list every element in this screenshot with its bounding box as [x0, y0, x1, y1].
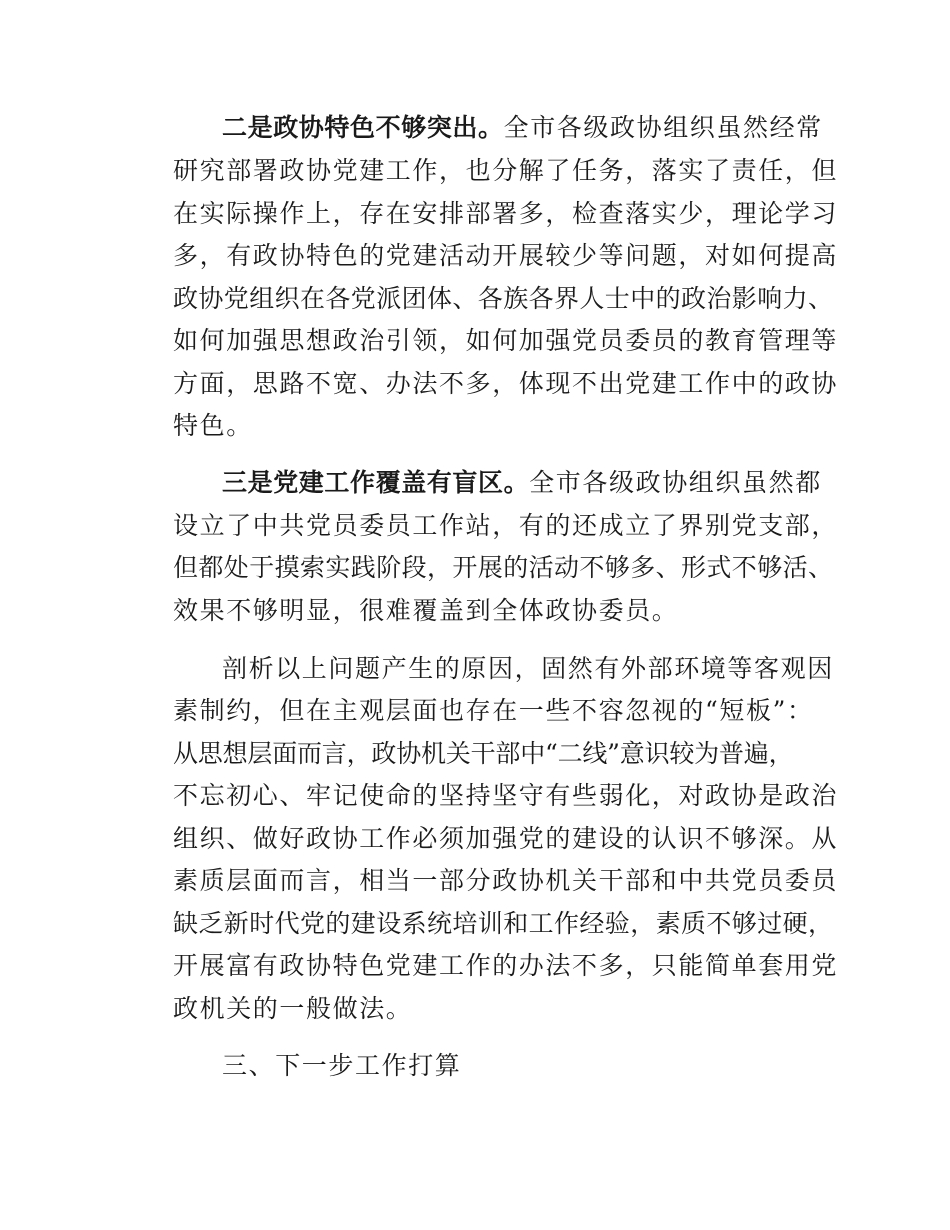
paragraph-4-line-4: 不忘初心、牢记使命的坚持坚守有些弱化，对政协是政治: [173, 781, 839, 810]
paragraph-4-line-9: 政机关的一般做法。: [173, 994, 413, 1023]
paragraph-4-line-2: 素制约，但在主观层面也存在一些不容忽视的“短板”：: [173, 696, 814, 725]
paragraph-2-line-5: 政协党组织在各党派团体、各族各界人士中的政治影响力、: [173, 284, 834, 313]
paragraph-3-lead: 三是党建工作覆盖有盲区。: [222, 468, 530, 497]
paragraph-4-line-6: 素质层面而言，相当一部分政协机关干部和中共党员委员: [173, 866, 839, 895]
paragraph-3-line-2: 设立了中共党员委员工作站，有的还成立了界别党支部，: [173, 511, 839, 540]
paragraph-2-line-3: 在实际操作上，存在安排部署多，检查落实少，理论学习: [173, 199, 839, 228]
paragraph-2-line-2: 研究部署政协党建工作，也分解了任务，落实了责任，但: [173, 156, 839, 185]
paragraph-2-line-1: [222, 113, 862, 143]
paragraph-3-line-4: 效果不够明显，很难覆盖到全体政协委员。: [173, 596, 679, 625]
paragraph-3-line-1: [222, 468, 862, 498]
paragraph-2-line-1-text: 全市各级政协组织虽然经常: [503, 113, 823, 142]
paragraph-4-line-7: 缺乏新时代党的建设系统培训和工作经验，素质不够过硬，: [173, 909, 834, 938]
paragraph-2-lead: 二是政协特色不够突出。: [222, 113, 504, 142]
paragraph-3-line-3: 但都处于摸索实践阶段，开展的活动不够多、形式不够活、: [173, 553, 834, 582]
paragraph-2-line-7: 方面，思路不宽、办法不多，体现不出党建工作中的政协: [173, 369, 839, 398]
paragraph-3-line-1-text: 全市各级政协组织虽然都: [529, 468, 822, 497]
paragraph-4-line-8: 开展富有政协特色党建工作的办法不多，只能简单套用党: [173, 951, 839, 980]
paragraph-4-line-3: 从思想层面而言，政协机关干部中“二线”意识较为普遍，: [173, 739, 794, 768]
paragraph-4-line-5: 组织、做好政协工作必须加强党的建设的认识不够深。从: [173, 824, 839, 853]
paragraph-2-line-8: 特色。: [173, 411, 253, 440]
section-heading: 三、下一步工作打算: [222, 1051, 462, 1080]
paragraph-2-line-4: 多，有政协特色的党建活动开展较少等问题，对如何提高: [173, 241, 839, 270]
paragraph-4-line-1: 剖析以上问题产生的原因，固然有外部环境等客观因: [222, 654, 834, 683]
paragraph-2-line-6: 如何加强思想政治引领，如何加强党员委员的教育管理等: [173, 326, 839, 355]
